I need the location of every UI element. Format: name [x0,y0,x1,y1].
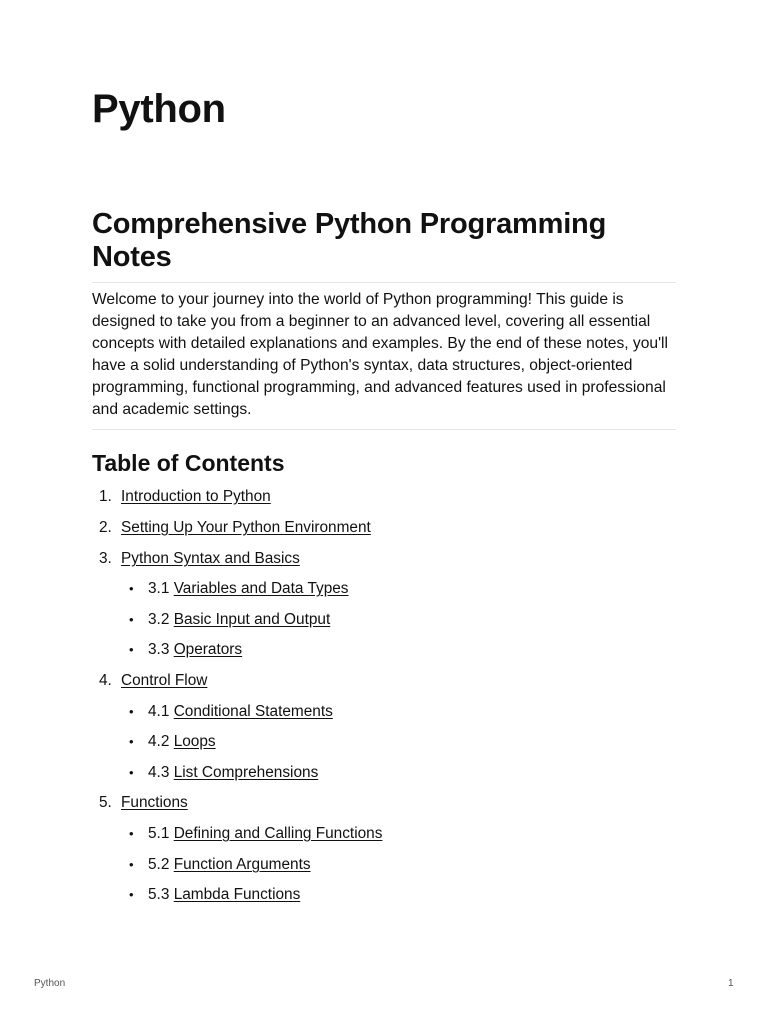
toc-subitem-number: 5.2 [148,856,170,873]
bullet-icon: • [129,887,134,902]
toc-subitem-operators [0,640,768,660]
intro-paragraph: Welcome to your journey into the world of Python programming! This guide is designed to take you from a beginner to an advanced level, covering all essential concepts with detailed explanations and examples. By the end of these notes, you'll have a solid understanding of Python's syntax, data structures, object-oriented programming, functional programming, and advanced features used in professional and academic settings. [92,291,668,418]
toc-subitem-number: 5.3 [148,886,170,903]
toc-subitem-defining-functions [0,824,768,844]
toc-link-lambda-functions[interactable]: Lambda Functions [173,886,301,903]
toc-subitem-number: 4.2 [148,733,170,750]
bullet-icon: • [129,704,134,719]
toc-subitem-number: 4.1 [148,703,170,720]
toc-link-conditionals[interactable]: Conditional Statements [173,703,333,720]
document-heading: Comprehensive Python Programming Notes [92,208,607,273]
toc-subitem-function-arguments [0,855,768,875]
bullet-icon: • [129,857,134,872]
toc-link-introduction[interactable]: Introduction to Python [121,488,271,505]
toc-link-list-comprehensions[interactable]: List Comprehensions [173,764,319,781]
footer-page-number: 1 [728,978,734,989]
toc-item-number: 4. [99,672,112,689]
toc-item-setup [0,518,768,538]
toc-link-input-output[interactable]: Basic Input and Output [173,611,331,628]
toc-item-syntax [0,549,768,569]
toc-subitem-loops [0,732,768,752]
toc-item-number: 1. [99,488,112,505]
bullet-icon: • [129,642,134,657]
bullet-icon: • [129,765,134,780]
toc-subitem-number: 3.2 [148,611,170,628]
toc-link-variables[interactable]: Variables and Data Types [173,580,349,597]
toc-item-number: 2. [99,519,112,536]
toc-link-defining-functions[interactable]: Defining and Calling Functions [173,825,383,842]
page-title: Python [92,87,226,131]
toc-subitem-number: 4.3 [148,764,170,781]
toc-heading: Table of Contents [92,450,285,476]
bullet-icon: • [129,734,134,749]
bullet-icon: • [129,826,134,841]
toc-subitem-input-output [0,610,768,630]
toc-item-number: 3. [99,550,112,567]
toc-link-setup[interactable]: Setting Up Your Python Environment [121,519,371,536]
toc-subitem-lambda-functions [0,885,768,905]
toc-link-function-arguments[interactable]: Function Arguments [173,856,311,873]
toc-item-control-flow [0,671,768,691]
toc-subitem-variables [0,579,768,599]
toc-item-number: 5. [99,794,112,811]
toc-link-control-flow[interactable]: Control Flow [121,672,208,689]
toc-subitem-list-comprehensions [0,763,768,783]
toc-link-operators[interactable]: Operators [173,641,243,658]
bullet-icon: • [129,581,134,596]
toc-link-loops[interactable]: Loops [173,733,216,750]
bullet-icon: • [129,612,134,627]
toc-link-functions[interactable]: Functions [121,794,188,811]
toc-subitem-number: 3.1 [148,580,170,597]
toc-subitem-number: 5.1 [148,825,170,842]
toc-item-introduction [0,487,768,507]
toc-item-functions [0,793,768,813]
footer-document-title: Python [34,978,66,989]
toc-link-syntax[interactable]: Python Syntax and Basics [121,550,300,567]
toc-subitem-number: 3.3 [148,641,170,658]
toc-subitem-conditionals [0,702,768,722]
